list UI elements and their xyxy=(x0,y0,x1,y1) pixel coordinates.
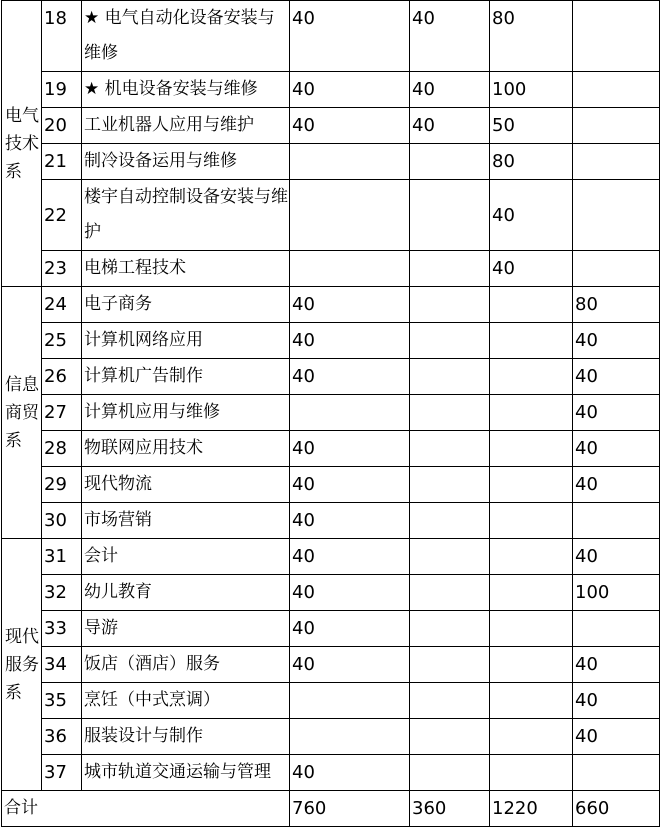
table-row xyxy=(2,72,660,108)
row-number: 37 xyxy=(42,755,82,791)
value-cell: 40 xyxy=(410,72,490,108)
value-cell xyxy=(290,395,410,431)
value-cell xyxy=(410,503,490,539)
major-name: 服装设计与制作 xyxy=(82,719,290,755)
value-cell xyxy=(490,395,573,431)
value-cell: 40 xyxy=(290,359,410,395)
value-cell: 100 xyxy=(573,575,660,611)
enrollment-table xyxy=(1,0,660,827)
major-name: 会计 xyxy=(82,539,290,575)
value-cell: 40 xyxy=(290,287,410,323)
value-cell: 40 xyxy=(290,575,410,611)
table-row xyxy=(2,323,660,359)
value-cell xyxy=(410,683,490,719)
value-cell xyxy=(410,539,490,575)
value-cell xyxy=(573,503,660,539)
table-row xyxy=(2,539,660,575)
value-cell: 80 xyxy=(573,287,660,323)
value-cell xyxy=(410,251,490,287)
table-row xyxy=(2,431,660,467)
value-cell xyxy=(573,611,660,647)
value-cell xyxy=(573,108,660,144)
table-row xyxy=(2,359,660,395)
value-cell xyxy=(490,431,573,467)
table-row xyxy=(2,251,660,287)
table-row xyxy=(2,755,660,791)
department-cell: 信息商贸系 xyxy=(2,287,42,539)
value-cell xyxy=(573,144,660,180)
value-cell: 40 xyxy=(573,719,660,755)
major-name: 制冷设备运用与维修 xyxy=(82,144,290,180)
total-value: 360 xyxy=(410,791,490,827)
major-name: 市场营销 xyxy=(82,503,290,539)
table-row xyxy=(2,503,660,539)
major-name: 城市轨道交通运输与管理 xyxy=(82,755,290,791)
row-number: 21 xyxy=(42,144,82,180)
value-cell xyxy=(290,719,410,755)
value-cell: 40 xyxy=(290,647,410,683)
row-number: 32 xyxy=(42,575,82,611)
major-name: 现代物流 xyxy=(82,467,290,503)
value-cell: 40 xyxy=(573,467,660,503)
value-cell xyxy=(410,719,490,755)
value-cell xyxy=(410,287,490,323)
value-cell xyxy=(410,323,490,359)
department-cell: 现代服务系 xyxy=(2,539,42,791)
value-cell: 40 xyxy=(490,180,573,251)
major-name: ★ 电气自动化设备安装与维修 xyxy=(82,1,290,72)
row-number: 18 xyxy=(42,1,82,72)
value-cell xyxy=(410,359,490,395)
value-cell: 80 xyxy=(490,144,573,180)
value-cell xyxy=(490,467,573,503)
value-cell xyxy=(490,539,573,575)
row-number: 30 xyxy=(42,503,82,539)
department-cell: 电气技术系 xyxy=(2,1,42,287)
value-cell: 40 xyxy=(573,539,660,575)
row-number: 25 xyxy=(42,323,82,359)
table-row xyxy=(2,144,660,180)
value-cell xyxy=(410,431,490,467)
table-row xyxy=(2,108,660,144)
row-number: 24 xyxy=(42,287,82,323)
major-name: 烹饪（中式烹调） xyxy=(82,683,290,719)
value-cell xyxy=(573,251,660,287)
value-cell xyxy=(290,180,410,251)
value-cell: 40 xyxy=(573,647,660,683)
value-cell xyxy=(490,719,573,755)
value-cell: 100 xyxy=(490,72,573,108)
value-cell xyxy=(490,611,573,647)
value-cell: 40 xyxy=(290,431,410,467)
row-number: 23 xyxy=(42,251,82,287)
major-name: 幼儿教育 xyxy=(82,575,290,611)
table-row xyxy=(2,287,660,323)
row-number: 19 xyxy=(42,72,82,108)
value-cell xyxy=(410,755,490,791)
value-cell xyxy=(410,395,490,431)
value-cell xyxy=(490,647,573,683)
major-name: 物联网应用技术 xyxy=(82,431,290,467)
row-number: 28 xyxy=(42,431,82,467)
value-cell: 80 xyxy=(490,1,573,72)
total-value: 760 xyxy=(290,791,410,827)
major-name: 楼宇自动控制设备安装与维护 xyxy=(82,180,290,251)
value-cell xyxy=(290,251,410,287)
row-number: 27 xyxy=(42,395,82,431)
value-cell xyxy=(573,72,660,108)
value-cell xyxy=(410,467,490,503)
value-cell: 40 xyxy=(290,323,410,359)
value-cell: 40 xyxy=(290,72,410,108)
value-cell: 50 xyxy=(490,108,573,144)
total-row xyxy=(2,791,660,827)
row-number: 35 xyxy=(42,683,82,719)
value-cell xyxy=(290,683,410,719)
row-number: 29 xyxy=(42,467,82,503)
value-cell: 40 xyxy=(290,467,410,503)
value-cell: 40 xyxy=(290,108,410,144)
value-cell xyxy=(573,755,660,791)
value-cell: 40 xyxy=(573,323,660,359)
major-name: 饭店（酒店）服务 xyxy=(82,647,290,683)
table-row xyxy=(2,683,660,719)
value-cell xyxy=(490,323,573,359)
value-cell xyxy=(490,503,573,539)
table-row xyxy=(2,180,660,251)
major-name: 计算机网络应用 xyxy=(82,323,290,359)
value-cell xyxy=(490,755,573,791)
value-cell xyxy=(290,144,410,180)
row-number: 34 xyxy=(42,647,82,683)
value-cell xyxy=(490,575,573,611)
value-cell: 40 xyxy=(290,503,410,539)
major-name: 电子商务 xyxy=(82,287,290,323)
value-cell xyxy=(490,359,573,395)
table-row xyxy=(2,611,660,647)
value-cell: 40 xyxy=(490,251,573,287)
value-cell: 40 xyxy=(410,108,490,144)
value-cell xyxy=(410,647,490,683)
value-cell: 40 xyxy=(573,683,660,719)
value-cell: 40 xyxy=(410,1,490,72)
value-cell: 40 xyxy=(573,431,660,467)
row-number: 22 xyxy=(42,180,82,251)
table-row xyxy=(2,719,660,755)
table-row xyxy=(2,575,660,611)
row-number: 33 xyxy=(42,611,82,647)
value-cell xyxy=(573,180,660,251)
major-name: ★ 机电设备安装与维修 xyxy=(82,72,290,108)
value-cell xyxy=(410,575,490,611)
total-value: 1220 xyxy=(490,791,573,827)
total-label: 合计 xyxy=(2,791,290,827)
value-cell xyxy=(490,683,573,719)
major-name: 导游 xyxy=(82,611,290,647)
value-cell xyxy=(573,1,660,72)
major-name: 工业机器人应用与维护 xyxy=(82,108,290,144)
table-row xyxy=(2,1,660,72)
value-cell xyxy=(410,180,490,251)
value-cell: 40 xyxy=(290,611,410,647)
value-cell xyxy=(490,287,573,323)
value-cell: 40 xyxy=(290,755,410,791)
value-cell xyxy=(410,611,490,647)
value-cell: 40 xyxy=(573,359,660,395)
row-number: 36 xyxy=(42,719,82,755)
table-row xyxy=(2,647,660,683)
value-cell: 40 xyxy=(573,395,660,431)
major-name: 电梯工程技术 xyxy=(82,251,290,287)
major-name: 计算机应用与维修 xyxy=(82,395,290,431)
value-cell: 40 xyxy=(290,1,410,72)
major-name: 计算机广告制作 xyxy=(82,359,290,395)
value-cell xyxy=(410,144,490,180)
total-value: 660 xyxy=(573,791,660,827)
row-number: 31 xyxy=(42,539,82,575)
row-number: 20 xyxy=(42,108,82,144)
row-number: 26 xyxy=(42,359,82,395)
value-cell: 40 xyxy=(290,539,410,575)
table-row xyxy=(2,395,660,431)
table-row xyxy=(2,467,660,503)
